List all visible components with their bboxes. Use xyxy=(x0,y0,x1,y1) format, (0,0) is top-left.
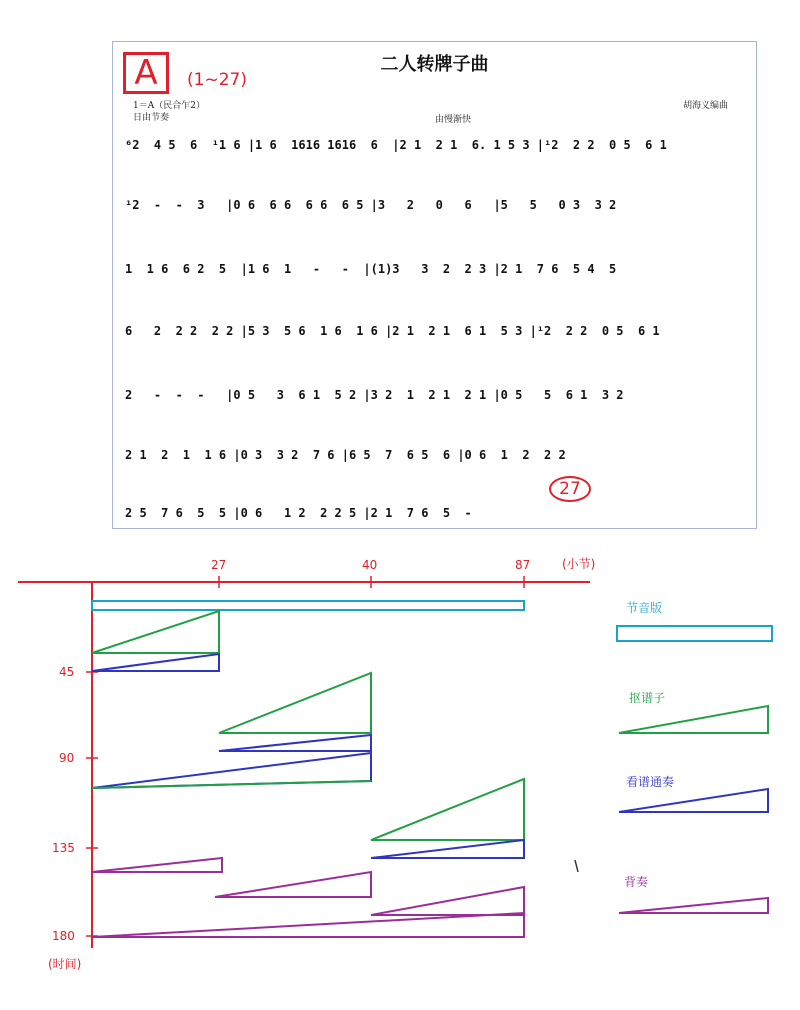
memorize-wedge xyxy=(92,858,222,872)
memorize-wedge xyxy=(215,872,371,897)
y-axis-unit: (时间) xyxy=(48,957,82,971)
score-row: 2 5 7 6 5 5 |0 6 1 2 2 2 5 |2 1 7 6 5 - xyxy=(125,506,472,520)
end-measure-circle: 27 xyxy=(549,476,591,502)
y-tick-label: 90 xyxy=(59,751,75,765)
legend-swatch xyxy=(619,789,768,812)
legend-label: 看谱通奏 xyxy=(626,775,675,789)
y-tick-label: 180 xyxy=(52,929,75,943)
section-label: A xyxy=(123,52,169,94)
score-row: ¹2 - - 3 |0 6 6 6 6 6 6 5 |3 2 0 6 |5 5 0 3 3 2 xyxy=(125,198,617,212)
x-tick-label: 40 xyxy=(362,558,378,572)
legend-label: 抠谱子 xyxy=(629,691,666,705)
listen-bar xyxy=(92,601,524,610)
readplay-wedge xyxy=(219,735,371,751)
x-tick-label: 27 xyxy=(211,558,227,572)
legend-swatch xyxy=(619,898,768,913)
legend-swatch xyxy=(619,706,768,733)
tempo-mid: 由慢渐快 xyxy=(435,115,472,125)
memorize-wedge xyxy=(92,913,524,937)
score-row: 1 1 6 6 2 5 |1 6 1 - - |(1)3 3 2 2 3 |2 1 7 6 5 4 5 xyxy=(125,262,617,276)
memorize-wedge xyxy=(371,887,524,915)
tempo-left: 日由节奏 xyxy=(133,113,170,123)
music-score-image xyxy=(112,41,757,529)
legend-label: 节音版 xyxy=(626,601,663,615)
arranger: 胡海义编曲 xyxy=(683,101,729,111)
score-title: 二人转牌子曲 xyxy=(380,54,489,75)
x-tick-label: 87 xyxy=(515,558,531,572)
legend-label: 背奏 xyxy=(624,875,649,889)
sightread-wedge xyxy=(371,779,524,840)
score-row: 2 - - - |0 5 3 6 1 5 2 |3 2 1 2 1 2 1 |0 5 5 6 1 3 2 xyxy=(125,388,624,402)
sightread-wedge xyxy=(219,673,371,733)
key-signature: 1＝A（民合乍2） xyxy=(133,101,205,111)
score-row: 2 1 2 1 1 6 |0 3 3 2 7 6 |6 5 7 6 5 6 |0 6 1 2 2 2 xyxy=(125,448,566,462)
score-row: ⁶2 4 5 6 ¹1 6 |1 6 1616 1616 6 |2 1 2 1 6. 1 5 3 |¹2 2 2 0 5 6 1 xyxy=(125,138,667,152)
readplay-wedge xyxy=(371,840,524,858)
readplay-wedge xyxy=(92,654,219,671)
stray-mark xyxy=(575,860,578,872)
legend-swatch xyxy=(617,626,772,641)
practice-timeline-diagram xyxy=(0,540,800,1010)
sightread-wedge xyxy=(92,611,219,653)
y-tick-label: 45 xyxy=(59,665,75,679)
x-axis-unit: (小节) xyxy=(562,557,596,571)
section-range: (1~27) xyxy=(187,70,247,90)
y-tick-label: 135 xyxy=(52,841,75,855)
score-row: 6 2 2 2 2 2 |5 3 5 6 1 6 1 6 |2 1 2 1 6 1 5 3 |¹2 2 2 0 5 6 1 xyxy=(125,324,660,338)
